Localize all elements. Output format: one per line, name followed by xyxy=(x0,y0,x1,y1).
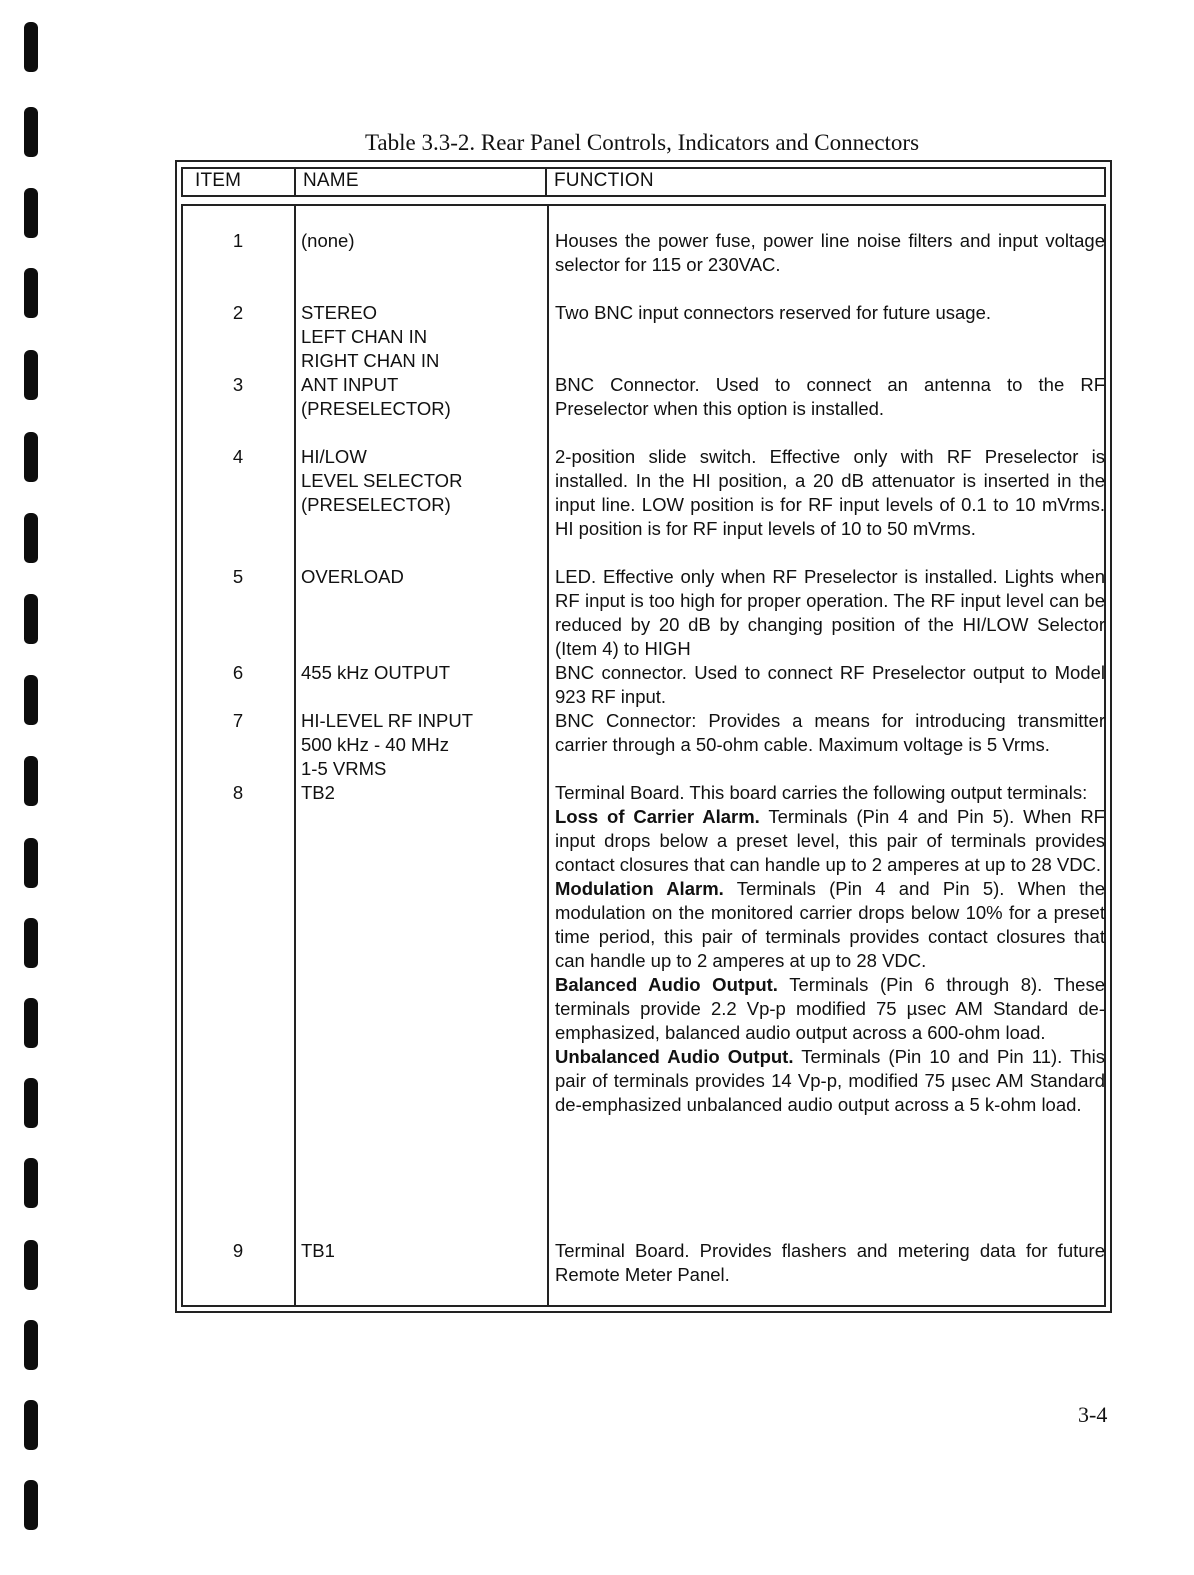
table-header xyxy=(181,167,1106,197)
punch-hole xyxy=(24,1158,38,1208)
item-number: 6 xyxy=(232,662,244,683)
punch-hole xyxy=(24,513,38,563)
function-paragraph: Loss of Carrier Alarm. Terminals (Pin 4 and Pin 5). When RF input drops below a preset level, this pair of terminals provides contact closures that can handle up to 2 amperes at up to 28 VDC. xyxy=(555,806,1105,875)
header-function: FUNCTION xyxy=(554,170,654,191)
header-item: ITEM xyxy=(195,170,242,191)
item-function: Houses the power fuse, power line noise filters and input voltage selector for 115 or 230VAC. xyxy=(555,230,1105,275)
item-name: OVERLOAD xyxy=(301,566,404,587)
punch-hole xyxy=(24,1400,38,1450)
item-function: LED. Effective only when RF Preselector is installed. Lights when RF input is too high for proper operation. The RF input level can be reduced by 20 dB by changing position of the HI/LOW Selector (Item 4) to HIGH xyxy=(555,566,1105,659)
item-function: Two BNC input connectors reserved for future usage. xyxy=(555,302,991,323)
item-number: 2 xyxy=(232,302,244,323)
page-number: 3-4 xyxy=(1078,1402,1108,1427)
item-name: HI-LEVEL RF INPUT 500 kHz - 40 MHz 1-5 VRMS xyxy=(301,710,474,779)
item-name: 455 kHz OUTPUT xyxy=(301,662,451,683)
item-function: BNC Connector. Used to connect an antenna to the RF Preselector when this option is installed. xyxy=(555,374,1105,419)
table-title: Table 3.3-2. Rear Panel Controls, Indicators and Connectors xyxy=(364,130,920,155)
punch-hole xyxy=(24,756,38,806)
punch-hole xyxy=(24,432,38,482)
item-name: TB1 xyxy=(301,1240,335,1261)
item-number: 3 xyxy=(232,374,244,395)
punch-hole xyxy=(24,22,38,72)
item-number: 8 xyxy=(232,782,244,803)
table-body xyxy=(181,204,1106,1307)
item-number: 1 xyxy=(232,230,244,251)
punch-hole xyxy=(24,188,38,238)
punch-hole xyxy=(24,594,38,644)
binder-punch-holes xyxy=(0,0,60,1575)
item-number: 5 xyxy=(232,566,244,587)
punch-hole xyxy=(24,675,38,725)
punch-hole xyxy=(24,998,38,1048)
item-function: BNC connector. Used to connect RF Preselector output to Model 923 RF input. xyxy=(555,662,1105,707)
function-paragraph: Balanced Audio Output. Terminals (Pin 6 through 8). These terminals provide 2.2 Vp-p modified 75 µsec AM Standard de-emphasized, balanced audio output across a 600-ohm load. xyxy=(555,974,1105,1043)
controls-table xyxy=(175,160,1112,1313)
item-function: BNC Connector: Provides a means for introducing transmitter carrier through a 50-ohm cable. Maximum voltage is 5 Vrms. xyxy=(555,710,1105,755)
punch-hole xyxy=(24,1480,38,1530)
item-name: STEREO LEFT CHAN IN RIGHT CHAN IN xyxy=(301,302,440,371)
punch-hole xyxy=(24,1320,38,1370)
item-function: 2-position slide switch. Effective only with RF Preselector is installed. In the HI position, a 20 dB attenuator is inserted in the input line. LOW position is for RF input levels of 0.1 to 10 mVrms. HI position is for RF input levels of 10 to 50 mVrms. xyxy=(555,446,1105,539)
item-number: 7 xyxy=(232,710,244,731)
item-number: 4 xyxy=(232,446,244,467)
punch-hole xyxy=(24,1078,38,1128)
function-paragraph: Unbalanced Audio Output. Terminals (Pin 10 and Pin 11). This pair of terminals provides 14 Vp-p, modified 75 µsec AM Standard de-emphasized unbalanced audio output across a 5 k-ohm load. xyxy=(555,1046,1105,1115)
item-function: Terminal Board. Provides flashers and metering data for future Remote Meter Panel. xyxy=(555,1240,1105,1285)
punch-hole xyxy=(24,268,38,318)
item-number: 9 xyxy=(232,1240,244,1261)
item-name: HI/LOW LEVEL SELECTOR (PRESELECTOR) xyxy=(301,446,463,515)
punch-hole xyxy=(24,1240,38,1290)
item-name: ANT INPUT (PRESELECTOR) xyxy=(301,374,451,419)
punch-hole xyxy=(24,838,38,888)
punch-hole xyxy=(24,350,38,400)
header-name: NAME xyxy=(303,170,359,191)
item-name: (none) xyxy=(301,230,355,251)
function-paragraph: Modulation Alarm. Terminals (Pin 4 and Pin 5). When the modulation on the monitored carrier drops below 10% for a preset time period, this pair of terminals provides contact closures that can handle up to 2 amperes at up to 28 VDC. xyxy=(555,878,1105,971)
item-name: TB2 xyxy=(301,782,335,803)
function-paragraph: Terminal Board. This board carries the following output terminals: xyxy=(555,782,1088,803)
punch-hole xyxy=(24,918,38,968)
item-function xyxy=(555,781,1105,1117)
